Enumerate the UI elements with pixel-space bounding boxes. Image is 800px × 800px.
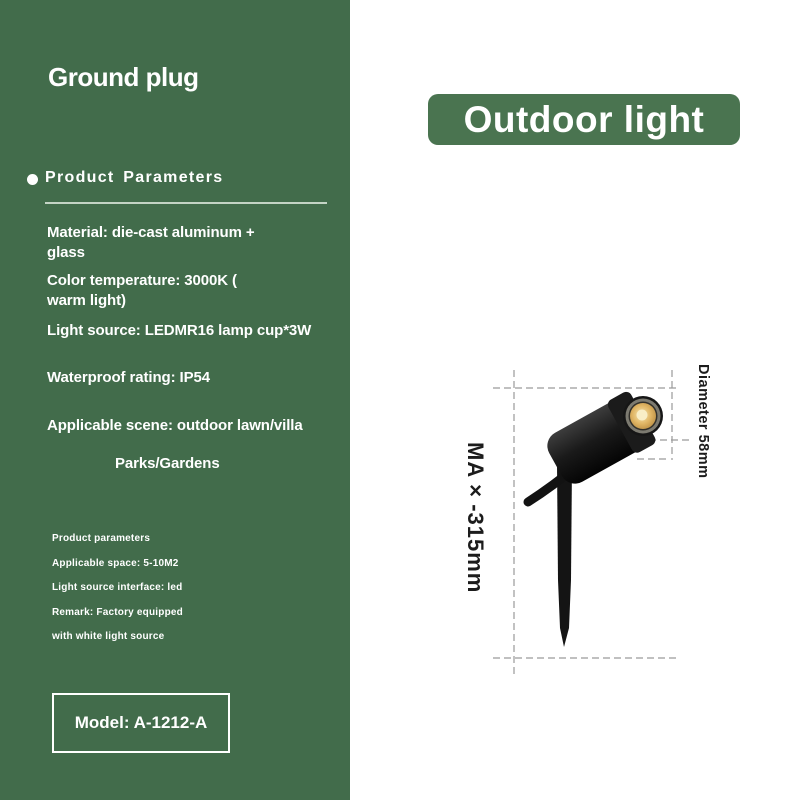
spec-line: glass (47, 244, 85, 261)
left-panel (0, 0, 350, 800)
lamp-spotlight (528, 390, 663, 647)
spec-line: Parks/Gardens (115, 455, 220, 472)
spec-line: Applicable scene: outdoor lawn/villa (47, 417, 303, 434)
section-heading: Product Parameters (45, 169, 224, 186)
spec-color-temperature (47, 271, 322, 311)
bullet-dot-icon (27, 174, 38, 185)
diameter-dimension-label: Diameter 58mm (695, 364, 711, 479)
lamp-lens (623, 396, 663, 436)
note-line: Product parameters (52, 533, 151, 544)
spec-light-source (47, 321, 322, 341)
note-line: Light source interface: led (52, 582, 183, 593)
spec-line: warm light) (47, 292, 126, 309)
height-dimension-label: MA×-315mm (463, 442, 488, 594)
section-underline (45, 202, 327, 204)
spec-line: Light source: LEDMR16 lamp cup*3W (47, 322, 312, 339)
spec-waterproof-rating (47, 368, 322, 388)
note-line: with white light source (52, 631, 165, 642)
spec-line: Color temperature: 3000K ( (47, 272, 237, 289)
ground-spike (557, 464, 572, 647)
badge-label: Outdoor light (463, 98, 705, 140)
model-box (52, 693, 230, 753)
spec-line: Material: die-cast aluminum + (47, 224, 255, 241)
notes-list (52, 533, 312, 656)
outdoor-light-badge (428, 94, 740, 145)
note-line: Applicable space: 5-10M2 (52, 557, 179, 569)
model-label: Model: A-1212-A (74, 713, 208, 732)
spec-line: Waterproof rating: IP54 (47, 369, 210, 386)
spec-applicable-scene (47, 416, 322, 436)
product-title: Ground plug (48, 62, 199, 92)
spec-parks-gardens (115, 454, 390, 474)
note-line: Remark: Factory equipped (52, 606, 183, 618)
spec-material (47, 223, 322, 263)
